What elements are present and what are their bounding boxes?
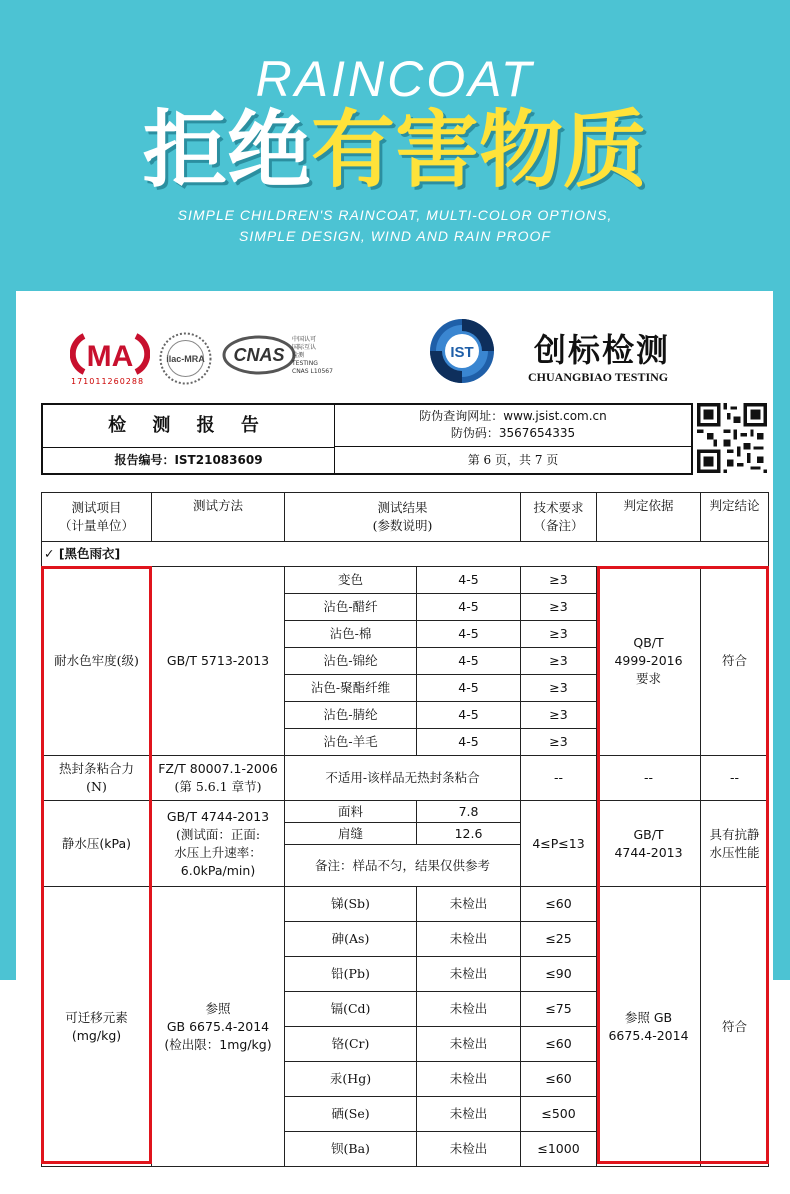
hydro-conclusion-line1: 具有抗静 xyxy=(709,826,760,842)
metal-name: 砷(As) xyxy=(285,922,417,957)
metal-name: 铬(Cr) xyxy=(285,1027,417,1062)
seam-conclusion: -- xyxy=(701,756,769,801)
hydro-value: 7.8 xyxy=(417,801,521,823)
hydro-value: 12.6 xyxy=(417,823,521,845)
colorfast-value: 4-5 xyxy=(417,648,521,675)
table-row xyxy=(42,801,769,823)
hydro-method-line2: (测试面：正面: xyxy=(175,826,261,842)
metals-item xyxy=(42,887,152,1167)
colorfast-basis xyxy=(597,567,701,756)
metals-method xyxy=(152,887,285,1167)
metal-name: 镉(Cd) xyxy=(285,992,417,1027)
metal-value: 未检出 xyxy=(417,922,521,957)
colorfast-value: 4-5 xyxy=(417,675,521,702)
hydro-conclusion xyxy=(701,801,769,887)
metal-value: 未检出 xyxy=(417,957,521,992)
hydro-method-line3: 水压上升速率： xyxy=(174,844,262,860)
header-method: 测试方法 xyxy=(152,493,285,542)
colorfast-conclusion: 符合 xyxy=(701,567,769,756)
colorfast-req: ≥3 xyxy=(521,729,597,756)
colorfast-req: ≥3 xyxy=(521,675,597,702)
colorfast-name: 沾色-锦纶 xyxy=(285,648,417,675)
hydro-method-line4: 6.0kPa/min) xyxy=(180,862,256,878)
hydro-basis xyxy=(597,801,701,887)
report-header xyxy=(41,403,693,475)
hydro-name: 肩缝 xyxy=(285,823,417,845)
seam-method-line2: (第 5.6.1 章节) xyxy=(174,779,262,794)
verify-url: 防伪查询网址：www.jsist.com.cn xyxy=(419,409,607,423)
colorfast-name: 沾色-醋纤 xyxy=(285,594,417,621)
header-item-line2: （计量单位） xyxy=(58,518,134,533)
colorfast-name: 变色 xyxy=(285,567,417,594)
metal-name: 汞(Hg) xyxy=(285,1062,417,1097)
metals-basis-line2: 6675.4-2014 xyxy=(608,1027,689,1043)
hydro-conclusion-line2: 水压性能 xyxy=(709,844,760,860)
metal-value: 未检出 xyxy=(417,1132,521,1167)
hydro-name: 面料 xyxy=(285,801,417,823)
cnas-caption-line: 国际互认 xyxy=(292,344,317,351)
metal-name: 钡(Ba) xyxy=(285,1132,417,1167)
colorfast-req: ≥3 xyxy=(521,567,597,594)
colorfast-value: 4-5 xyxy=(417,567,521,594)
metal-req: ≤60 xyxy=(521,887,597,922)
cnas-caption-line: 中国认可 xyxy=(292,336,317,343)
cnas-caption-line: CNAS L10567 xyxy=(292,368,333,375)
colorfast-req: ≥3 xyxy=(521,702,597,729)
verify-code: 防伪码：3567654335 xyxy=(450,426,576,440)
table-row xyxy=(42,887,769,922)
cnas-logo-text: CNAS xyxy=(233,345,285,365)
metal-value: 未检出 xyxy=(417,992,521,1027)
metal-req: ≤90 xyxy=(521,957,597,992)
verify-info xyxy=(335,405,691,447)
report-title: 检 测 报 告 xyxy=(43,405,335,448)
colorfast-value: 4-5 xyxy=(417,594,521,621)
header-result-line1: 测试结果 xyxy=(377,500,428,515)
metal-req: ≤1000 xyxy=(521,1132,597,1167)
cnas-logo xyxy=(222,335,296,375)
test-report-sheet xyxy=(16,291,773,1194)
metal-name: 铅(Pb) xyxy=(285,957,417,992)
colorfast-value: 4-5 xyxy=(417,729,521,756)
hydro-item: 静水压(kPa) xyxy=(42,801,152,887)
hydro-basis-line2: 4744-2013 xyxy=(614,844,683,860)
metal-req: ≤60 xyxy=(521,1027,597,1062)
colorfast-req: ≥3 xyxy=(521,594,597,621)
header-result-line2: (参数说明) xyxy=(372,518,433,533)
headline-yellow: 有害物质 xyxy=(311,101,648,199)
headline-white: 拒绝 xyxy=(142,101,311,199)
header-item xyxy=(42,493,152,542)
banner-subtitle-2: SIMPLE DESIGN, WIND AND RAIN PROOF xyxy=(239,228,551,244)
page-info: 第 6 页，共 7 页 xyxy=(467,453,559,467)
table-header-row xyxy=(42,493,769,542)
colorfast-basis-line2: 4999-2016 xyxy=(614,653,683,668)
brand-name-en: CHUANGBIAO TESTING xyxy=(528,370,669,384)
metal-name: 硒(Se) xyxy=(285,1097,417,1132)
seam-method xyxy=(152,756,285,801)
cnas-caption-line: 检测 xyxy=(292,352,305,359)
seam-item-line1: 热封条粘合力 xyxy=(58,761,134,776)
metals-basis-line1: 参照 GB xyxy=(624,1009,673,1025)
cnas-caption xyxy=(292,336,333,376)
metal-req: ≤25 xyxy=(521,922,597,957)
metals-method-line2: GB 6675.4-2014 xyxy=(166,1018,270,1034)
colorfast-method: GB/T 5713-2013 xyxy=(152,567,285,756)
brand-name-cn: 创标检测 xyxy=(534,331,671,369)
colorfast-name: 沾色-羊毛 xyxy=(285,729,417,756)
header-req-line2: （备注） xyxy=(533,518,584,533)
section-row xyxy=(42,542,769,567)
colorfast-value: 4-5 xyxy=(417,621,521,648)
ilac-mra-logo xyxy=(158,331,213,386)
cma-number: 171011260288 xyxy=(71,377,145,386)
seam-item xyxy=(42,756,152,801)
metal-name: 锑(Sb) xyxy=(285,887,417,922)
seam-req: -- xyxy=(521,756,597,801)
section-label: ✓ [黑色雨衣] xyxy=(42,542,769,567)
colorfast-name: 沾色-腈纶 xyxy=(285,702,417,729)
colorfast-req: ≥3 xyxy=(521,621,597,648)
cma-logo-text: MA xyxy=(86,340,134,373)
header-req-line1: 技术要求 xyxy=(533,500,584,515)
header-conclusion: 判定结论 xyxy=(701,493,769,542)
hydro-req: 4≤P≤13 xyxy=(521,801,597,887)
colorfast-name: 沾色-聚酯纤维 xyxy=(285,675,417,702)
report-number: 报告编号：IST21083609 xyxy=(43,448,335,473)
metals-item-line1: 可迁移元素 xyxy=(65,1009,128,1025)
header-result xyxy=(285,493,521,542)
hydro-method-line1: GB/T 4744-2013 xyxy=(166,808,270,824)
metals-item-line2: (mg/kg) xyxy=(71,1027,122,1043)
seam-result: 不适用-该样品无热封条粘合 xyxy=(285,756,521,801)
colorfast-name: 沾色-棉 xyxy=(285,621,417,648)
table-row xyxy=(42,567,769,594)
colorfast-value: 4-5 xyxy=(417,702,521,729)
seam-item-line2: (N) xyxy=(86,779,107,794)
metal-req: ≤60 xyxy=(521,1062,597,1097)
metal-req: ≤500 xyxy=(521,1097,597,1132)
hydro-basis-line1: GB/T xyxy=(633,826,664,842)
metals-method-line3: (检出限：1mg/kg) xyxy=(164,1036,272,1052)
header-requirement xyxy=(521,493,597,542)
ist-logo-text: IST xyxy=(450,344,474,361)
metals-conclusion: 符合 xyxy=(701,887,769,1167)
hydro-method xyxy=(152,801,285,887)
metal-value: 未检出 xyxy=(417,1097,521,1132)
colorfast-item: 耐水色牢度(级) xyxy=(42,567,152,756)
table-row xyxy=(42,756,769,801)
colorfast-basis-line1: QB/T xyxy=(633,635,664,650)
seam-basis: -- xyxy=(597,756,701,801)
banner-subtitle-1: SIMPLE CHILDREN'S RAINCOAT, MULTI-COLOR OPTIONS, xyxy=(177,207,613,223)
metals-method-line1: 参照 xyxy=(205,1000,231,1016)
cma-logo xyxy=(70,330,150,378)
metal-value: 未检出 xyxy=(417,887,521,922)
ist-logo xyxy=(427,316,497,386)
cnas-caption-line: TESTING xyxy=(292,360,318,367)
colorfast-basis-line3: 要求 xyxy=(636,671,662,686)
qr-code xyxy=(697,403,767,473)
test-results-table xyxy=(41,492,769,1167)
metal-value: 未检出 xyxy=(417,1027,521,1062)
metal-req: ≤75 xyxy=(521,992,597,1027)
banner-headline xyxy=(0,102,790,198)
hydro-note: 备注：样品不匀，结果仅供参考 xyxy=(285,845,521,887)
colorfast-req: ≥3 xyxy=(521,648,597,675)
metal-value: 未检出 xyxy=(417,1062,521,1097)
ilac-logo-text: ilac-MRA xyxy=(166,354,205,364)
header-item-line1: 测试项目 xyxy=(71,500,122,515)
header-basis: 判定依据 xyxy=(597,493,701,542)
seam-method-line1: FZ/T 80007.1-2006 xyxy=(158,761,278,776)
banner-title-en: RAINCOAT xyxy=(255,51,535,107)
metals-basis xyxy=(597,887,701,1167)
